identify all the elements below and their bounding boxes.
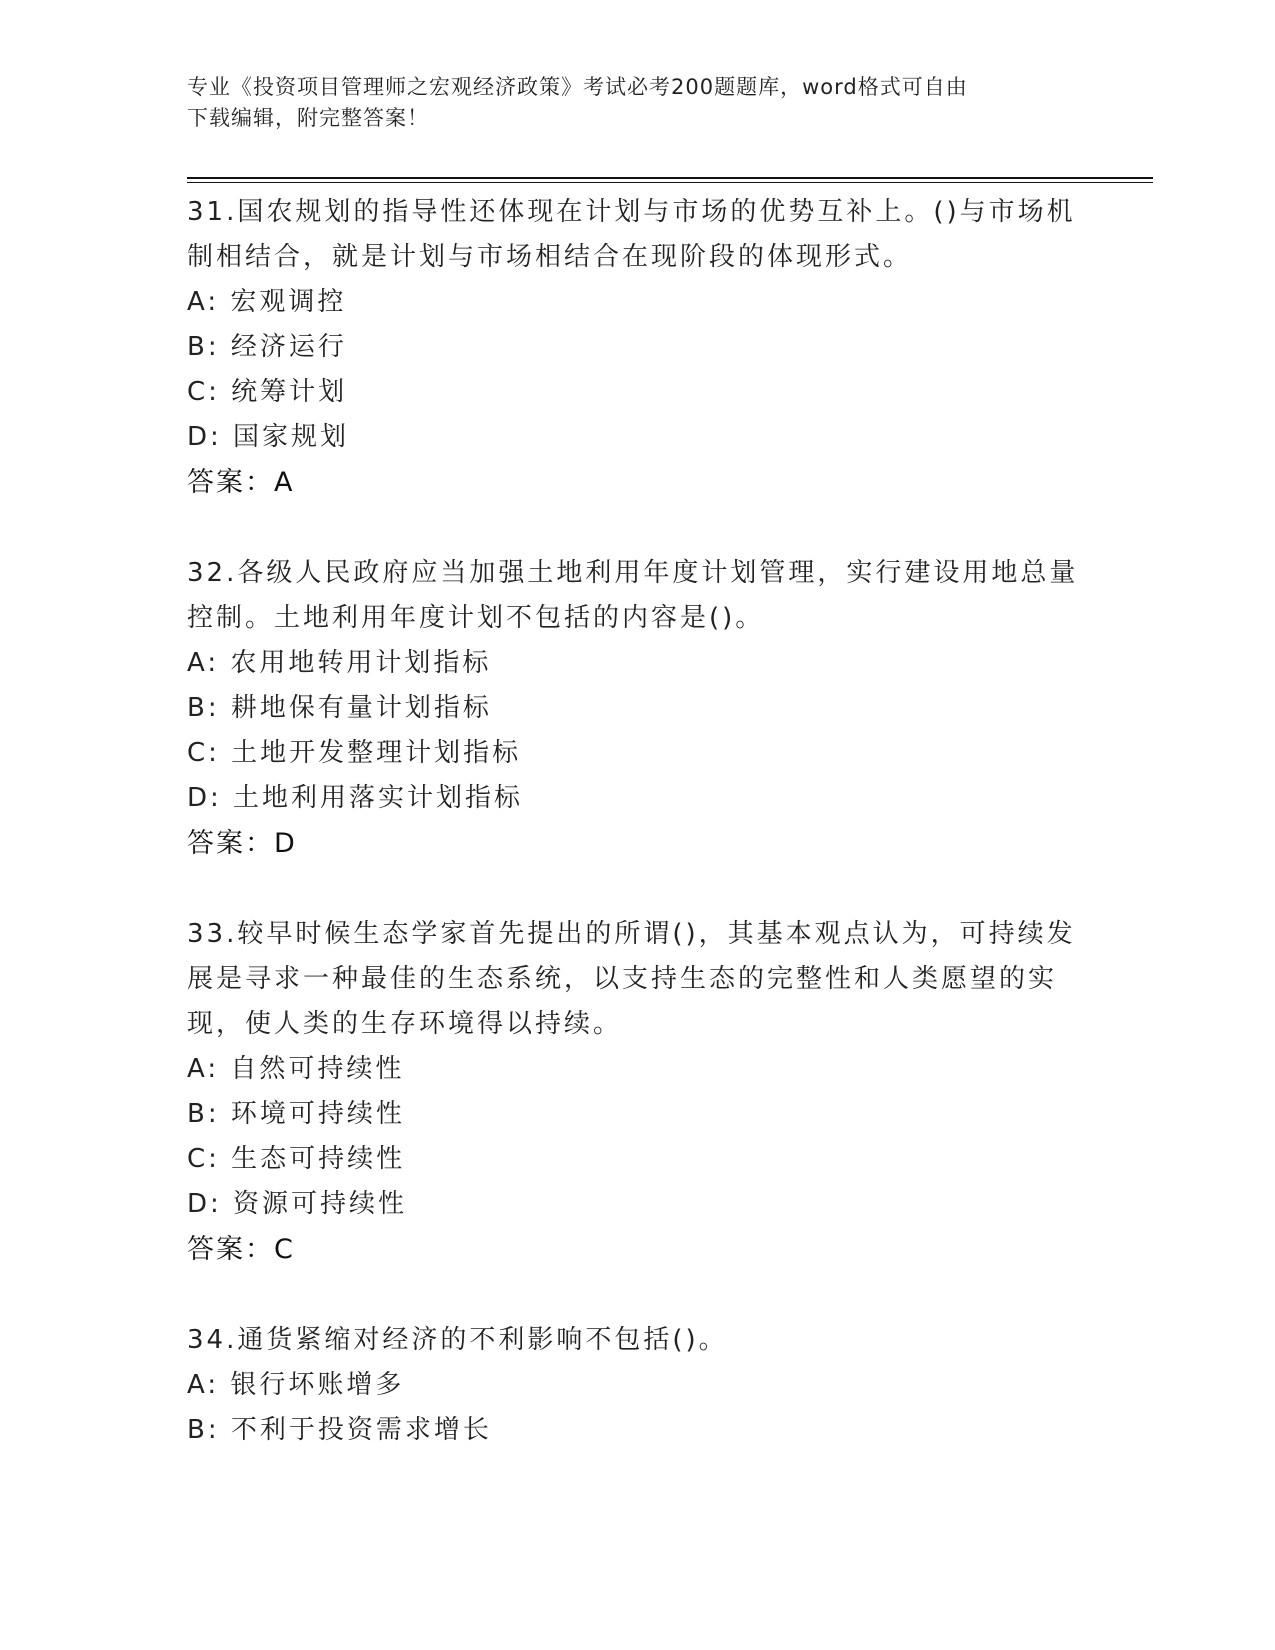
question-34 (187, 1318, 1087, 1453)
question-text: 34.通货紧缩对经济的不利影响不包括()。 (187, 1325, 728, 1355)
option-c: C: 生态可持续性 (187, 1144, 406, 1174)
option-d: D: 土地利用落实计划指标 (187, 783, 524, 813)
option-a: A: 自然可持续性 (187, 1054, 405, 1084)
answer-label: 答案： (187, 1234, 274, 1265)
answer-line (187, 460, 1087, 505)
option-b: B: 环境可持续性 (187, 1099, 405, 1129)
header-divider-thick (187, 177, 1153, 179)
answer-value: D (274, 828, 295, 859)
answer-label: 答案： (187, 467, 274, 498)
question-list (187, 190, 1087, 1453)
option-a: A: 宏观调控 (187, 287, 347, 317)
question-text: 32.各级人民政府应当加强土地利用年度计划管理，实行建设用地总量控制。土地利用年度计划不包括的内容是()。 (187, 558, 1079, 633)
answer-value: A (274, 467, 293, 498)
option-d: D: 资源可持续性 (187, 1189, 408, 1219)
document-header (187, 72, 1067, 134)
question-33 (187, 912, 1087, 1272)
option-a: A: 银行坏账增多 (187, 1370, 405, 1400)
question-spacer (187, 1272, 1087, 1318)
answer-label: 答案： (187, 828, 274, 859)
question-31 (187, 190, 1087, 505)
option-c: C: 土地开发整理计划指标 (187, 738, 522, 768)
option-b: B: 经济运行 (187, 332, 347, 362)
question-32 (187, 551, 1087, 866)
header-line-2: 下载编辑，附完整答案！ (187, 106, 429, 130)
question-text: 31.国农规划的指导性还体现在计划与市场的优势互补上。()与市场机制相结合，就是计划与市场相结合在现阶段的体现形式。 (187, 197, 1076, 272)
answer-value: C (274, 1234, 293, 1265)
option-b: B: 耕地保有量计划指标 (187, 693, 492, 723)
header-divider-thin (187, 182, 1153, 183)
question-spacer (187, 505, 1087, 551)
header-line-1: 专业《投资项目管理师之宏观经济政策》考试必考200题题库，word格式可自由 (187, 75, 968, 99)
question-text: 33.较早时候生态学家首先提出的所谓()，其基本观点认为，可持续发展是寻求一种最佳的生态系统，以支持生态的完整性和人类愿望的实现，使人类的生存环境得以持续。 (187, 919, 1076, 1039)
question-spacer (187, 866, 1087, 912)
answer-line (187, 1227, 1087, 1272)
answer-line (187, 821, 1087, 866)
option-a: A: 农用地转用计划指标 (187, 648, 492, 678)
option-c: C: 统筹计划 (187, 377, 348, 407)
option-d: D: 国家规划 (187, 422, 350, 452)
option-b: B: 不利于投资需求增长 (187, 1415, 492, 1445)
